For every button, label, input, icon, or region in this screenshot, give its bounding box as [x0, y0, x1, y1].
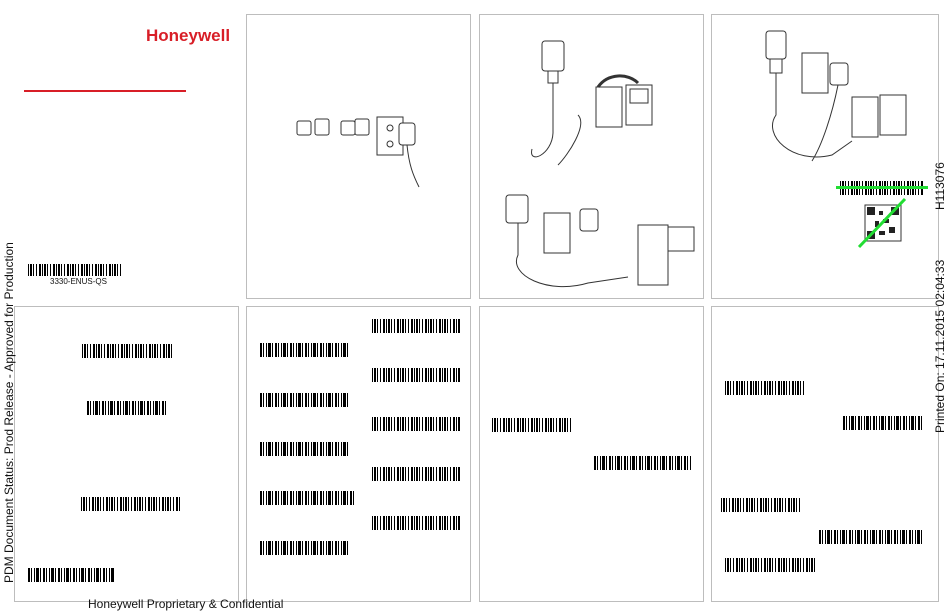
barcode: [725, 558, 817, 572]
panel-barcodes-3: [479, 306, 704, 602]
barcode: [82, 344, 172, 358]
panel-power-setup: [246, 14, 471, 299]
panel-barcodes-2: [246, 306, 471, 602]
barcode: [260, 541, 348, 555]
brand-logo: Honeywell: [146, 26, 231, 45]
panel-rs232-connection: [711, 14, 939, 299]
power-adapter-icon: [295, 115, 425, 195]
barcode: [372, 516, 460, 530]
document-id: H113076: [933, 162, 947, 210]
barcode: [372, 368, 460, 382]
barcode: [725, 381, 805, 395]
barcode: [372, 417, 460, 431]
footer-text: Honeywell Proprietary & Confidential: [88, 597, 284, 611]
barcode: [260, 491, 354, 505]
barcode: [492, 418, 572, 432]
barcode: [28, 568, 114, 582]
cover-barcode: [28, 264, 121, 276]
barcode: [87, 401, 167, 415]
barcode: [372, 467, 460, 481]
pdm-status-text: PDM Document Status: Prod Release - Approved for Production: [2, 242, 16, 583]
barcode: [372, 319, 460, 333]
wall-outlet-icon: [732, 25, 932, 175]
printed-on-text: Printed On: 17.11.2015 02:04:33: [933, 259, 947, 433]
panel-barcodes-1: [14, 306, 239, 602]
panel-barcodes-4: [711, 306, 939, 602]
panel-usb-connection: [479, 14, 704, 299]
strike-line: [836, 186, 928, 189]
barcode: [260, 393, 348, 407]
barcode: [260, 442, 348, 456]
barcode: [594, 456, 691, 470]
barcode: [721, 498, 802, 512]
computer-icon: [488, 25, 698, 295]
barcode: [260, 343, 348, 357]
red-rule: [24, 90, 186, 92]
barcode: [81, 497, 181, 511]
qr-code-icon: [865, 205, 901, 241]
barcode: [843, 416, 924, 430]
cover-barcode-caption: 3330-ENUS-QS: [50, 277, 107, 286]
barcode: [819, 530, 924, 544]
